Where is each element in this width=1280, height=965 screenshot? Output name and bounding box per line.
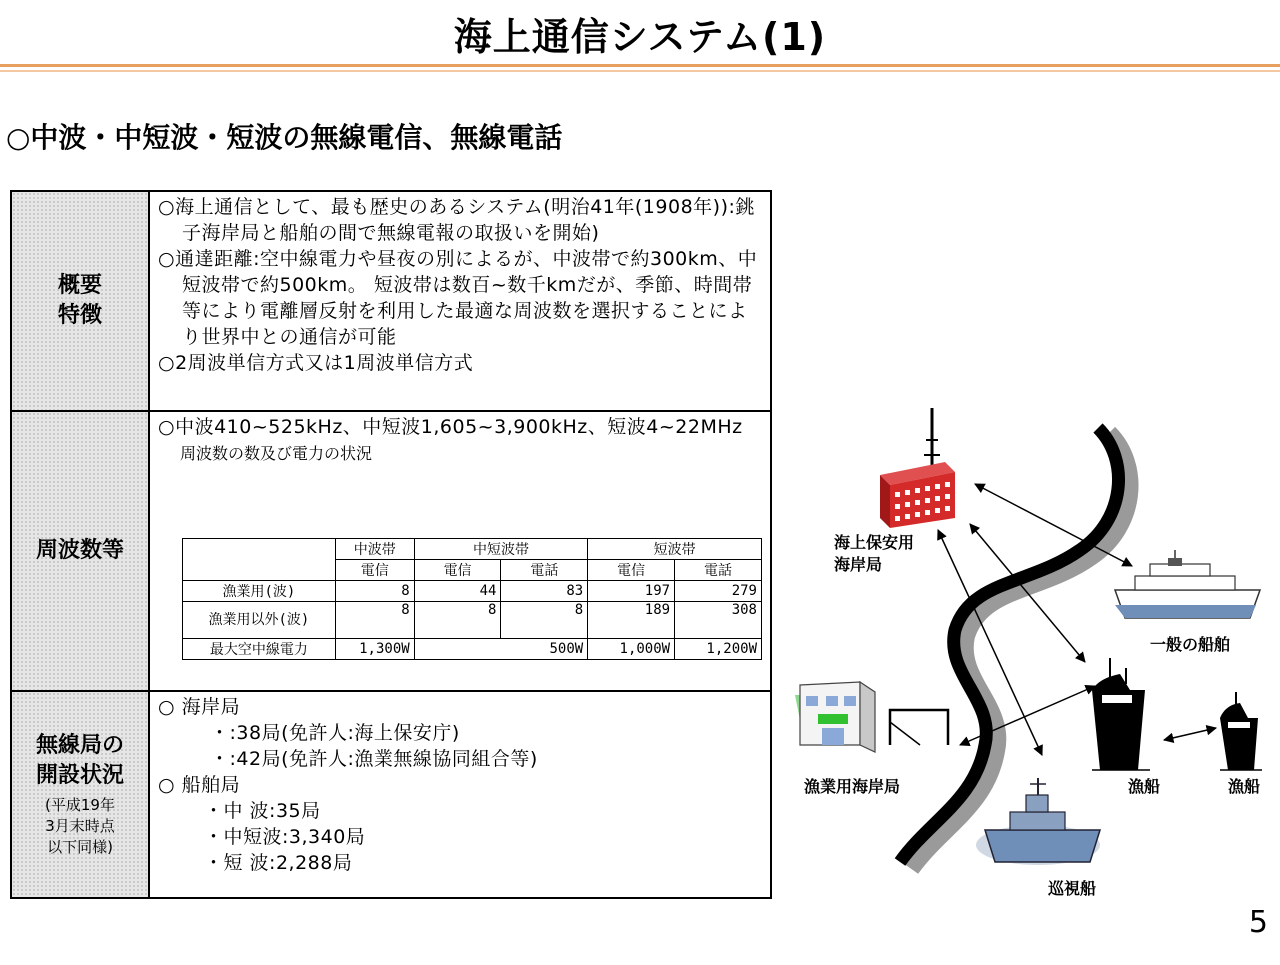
general-ship-label: 一般の船舶 <box>1150 635 1231 654</box>
row-label: 漁業用(波) <box>183 581 336 602</box>
table-cell: 500W <box>414 639 588 660</box>
overview-header-line: 特徴 <box>57 303 102 328</box>
coast-station-title: ○ 海岸局 <box>158 696 241 718</box>
overview-header <box>12 192 150 410</box>
arrow-line <box>1164 728 1216 740</box>
table-cell: 44 <box>414 581 501 602</box>
table-cell: 308 <box>675 602 762 639</box>
fishing-boat-label: 漁船 <box>1228 777 1261 796</box>
overview-header-line: 概要 <box>57 273 102 298</box>
stations-note-line: 3月末時点 <box>45 817 115 835</box>
frequency-bullet: ○中波410~525kHz、中短波1,605~3,900kHz、短波4~22MHz <box>158 416 743 438</box>
overview-content <box>158 194 762 410</box>
fishery-station-label: 漁業用海岸局 <box>804 777 901 796</box>
ship-station-item: ・中 波:35局 <box>204 800 321 822</box>
patrol-ship-icon <box>976 778 1100 865</box>
sub-header: 電信 <box>335 560 414 581</box>
row-label: 漁業用以外(波) <box>183 602 336 639</box>
stations-header <box>12 692 150 897</box>
ship-station-item: ・中短波:3,340局 <box>204 826 366 848</box>
stations-note-line: 以下同様) <box>47 838 113 856</box>
patrol-ship-label: 巡視船 <box>1048 879 1097 898</box>
table-cell: 1,000W <box>588 639 675 660</box>
frequency-caption: 周波数の数及び電力の状況 <box>180 444 373 463</box>
table-cell: 83 <box>501 581 588 602</box>
stations-note-line: (平成19年 <box>45 796 115 814</box>
table-cell: 189 <box>588 602 675 639</box>
frequency-header <box>12 412 150 690</box>
table-row <box>183 639 762 660</box>
fishing-boat-label: 漁船 <box>1128 777 1161 796</box>
coast-station-item: ・:38局(免許人:海上保安庁) <box>210 722 460 744</box>
sub-header: 電話 <box>675 560 762 581</box>
title-rule <box>0 64 1280 67</box>
table-row <box>183 602 762 639</box>
page-title: 海上通信システム(1) <box>453 15 827 59</box>
row-label: 最大空中線電力 <box>183 639 336 660</box>
section-subtitle: ○中波・中短波・短波の無線電信、無線電話 <box>6 121 563 154</box>
table-row <box>183 581 762 602</box>
frequency-row <box>12 412 770 692</box>
table-cell: 1,200W <box>675 639 762 660</box>
fishing-boat-icon <box>1092 658 1150 770</box>
fishing-boat-icon <box>1220 692 1262 770</box>
overview-bullet: ○通達距離:空中線電力や昼夜の別によるが、中波帯で約300km、中短波帯で約500km。 短波帯は数百~数千kmだが、季節、時間帯等により電離層反射を利用した最適な周波数を選択することにより世界中との通信が可能 <box>158 248 758 348</box>
table-cell: 8 <box>335 602 414 639</box>
band-header: 中短波帯 <box>414 539 588 560</box>
title-rule-light <box>0 70 1280 72</box>
stations-header-line: 無線局の <box>35 733 124 758</box>
page-number: 5 <box>1248 905 1268 940</box>
overview-bullet: ○2周波単信方式又は1周波単信方式 <box>158 352 474 374</box>
overview-bullet: ○海上通信として、最も歴史のあるシステム(明治41年(1908年)):銚子海岸局と船舶の間で無線電報の取扱いを開始) <box>158 196 755 244</box>
table-cell: 8 <box>414 602 501 639</box>
table-cell: 8 <box>335 581 414 602</box>
frequency-content <box>158 414 762 690</box>
band-header: 中波帯 <box>335 539 414 560</box>
ship-station-title: ○ 船舶局 <box>158 774 241 796</box>
table-corner <box>183 539 336 581</box>
stations-header-line: 開設状況 <box>35 763 124 788</box>
frequency-header-text: 周波数等 <box>35 538 124 563</box>
ship-station-item: ・短 波:2,288局 <box>204 852 353 874</box>
coast-station-item: ・:42局(免許人:漁業無線協同組合等) <box>210 748 538 770</box>
coast-guard-building-icon <box>880 408 955 528</box>
general-ship-icon <box>1115 550 1260 618</box>
table-cell: 1,300W <box>335 639 414 660</box>
stations-content <box>158 694 762 897</box>
stations-note <box>45 795 115 858</box>
table-cell: 197 <box>588 581 675 602</box>
sub-header: 電話 <box>501 560 588 581</box>
table-cell: 279 <box>675 581 762 602</box>
sub-header: 電信 <box>588 560 675 581</box>
band-header: 短波帯 <box>588 539 762 560</box>
frequency-table <box>182 538 762 660</box>
fishery-station-building-icon <box>795 682 948 752</box>
coast-guard-station-label: 海上保安用 海岸局 <box>834 533 915 574</box>
overview-row <box>12 192 770 412</box>
table-cell: 8 <box>501 602 588 639</box>
stations-row <box>12 692 770 897</box>
info-table <box>10 190 772 899</box>
maritime-diagram <box>780 400 1280 900</box>
sub-header: 電信 <box>414 560 501 581</box>
